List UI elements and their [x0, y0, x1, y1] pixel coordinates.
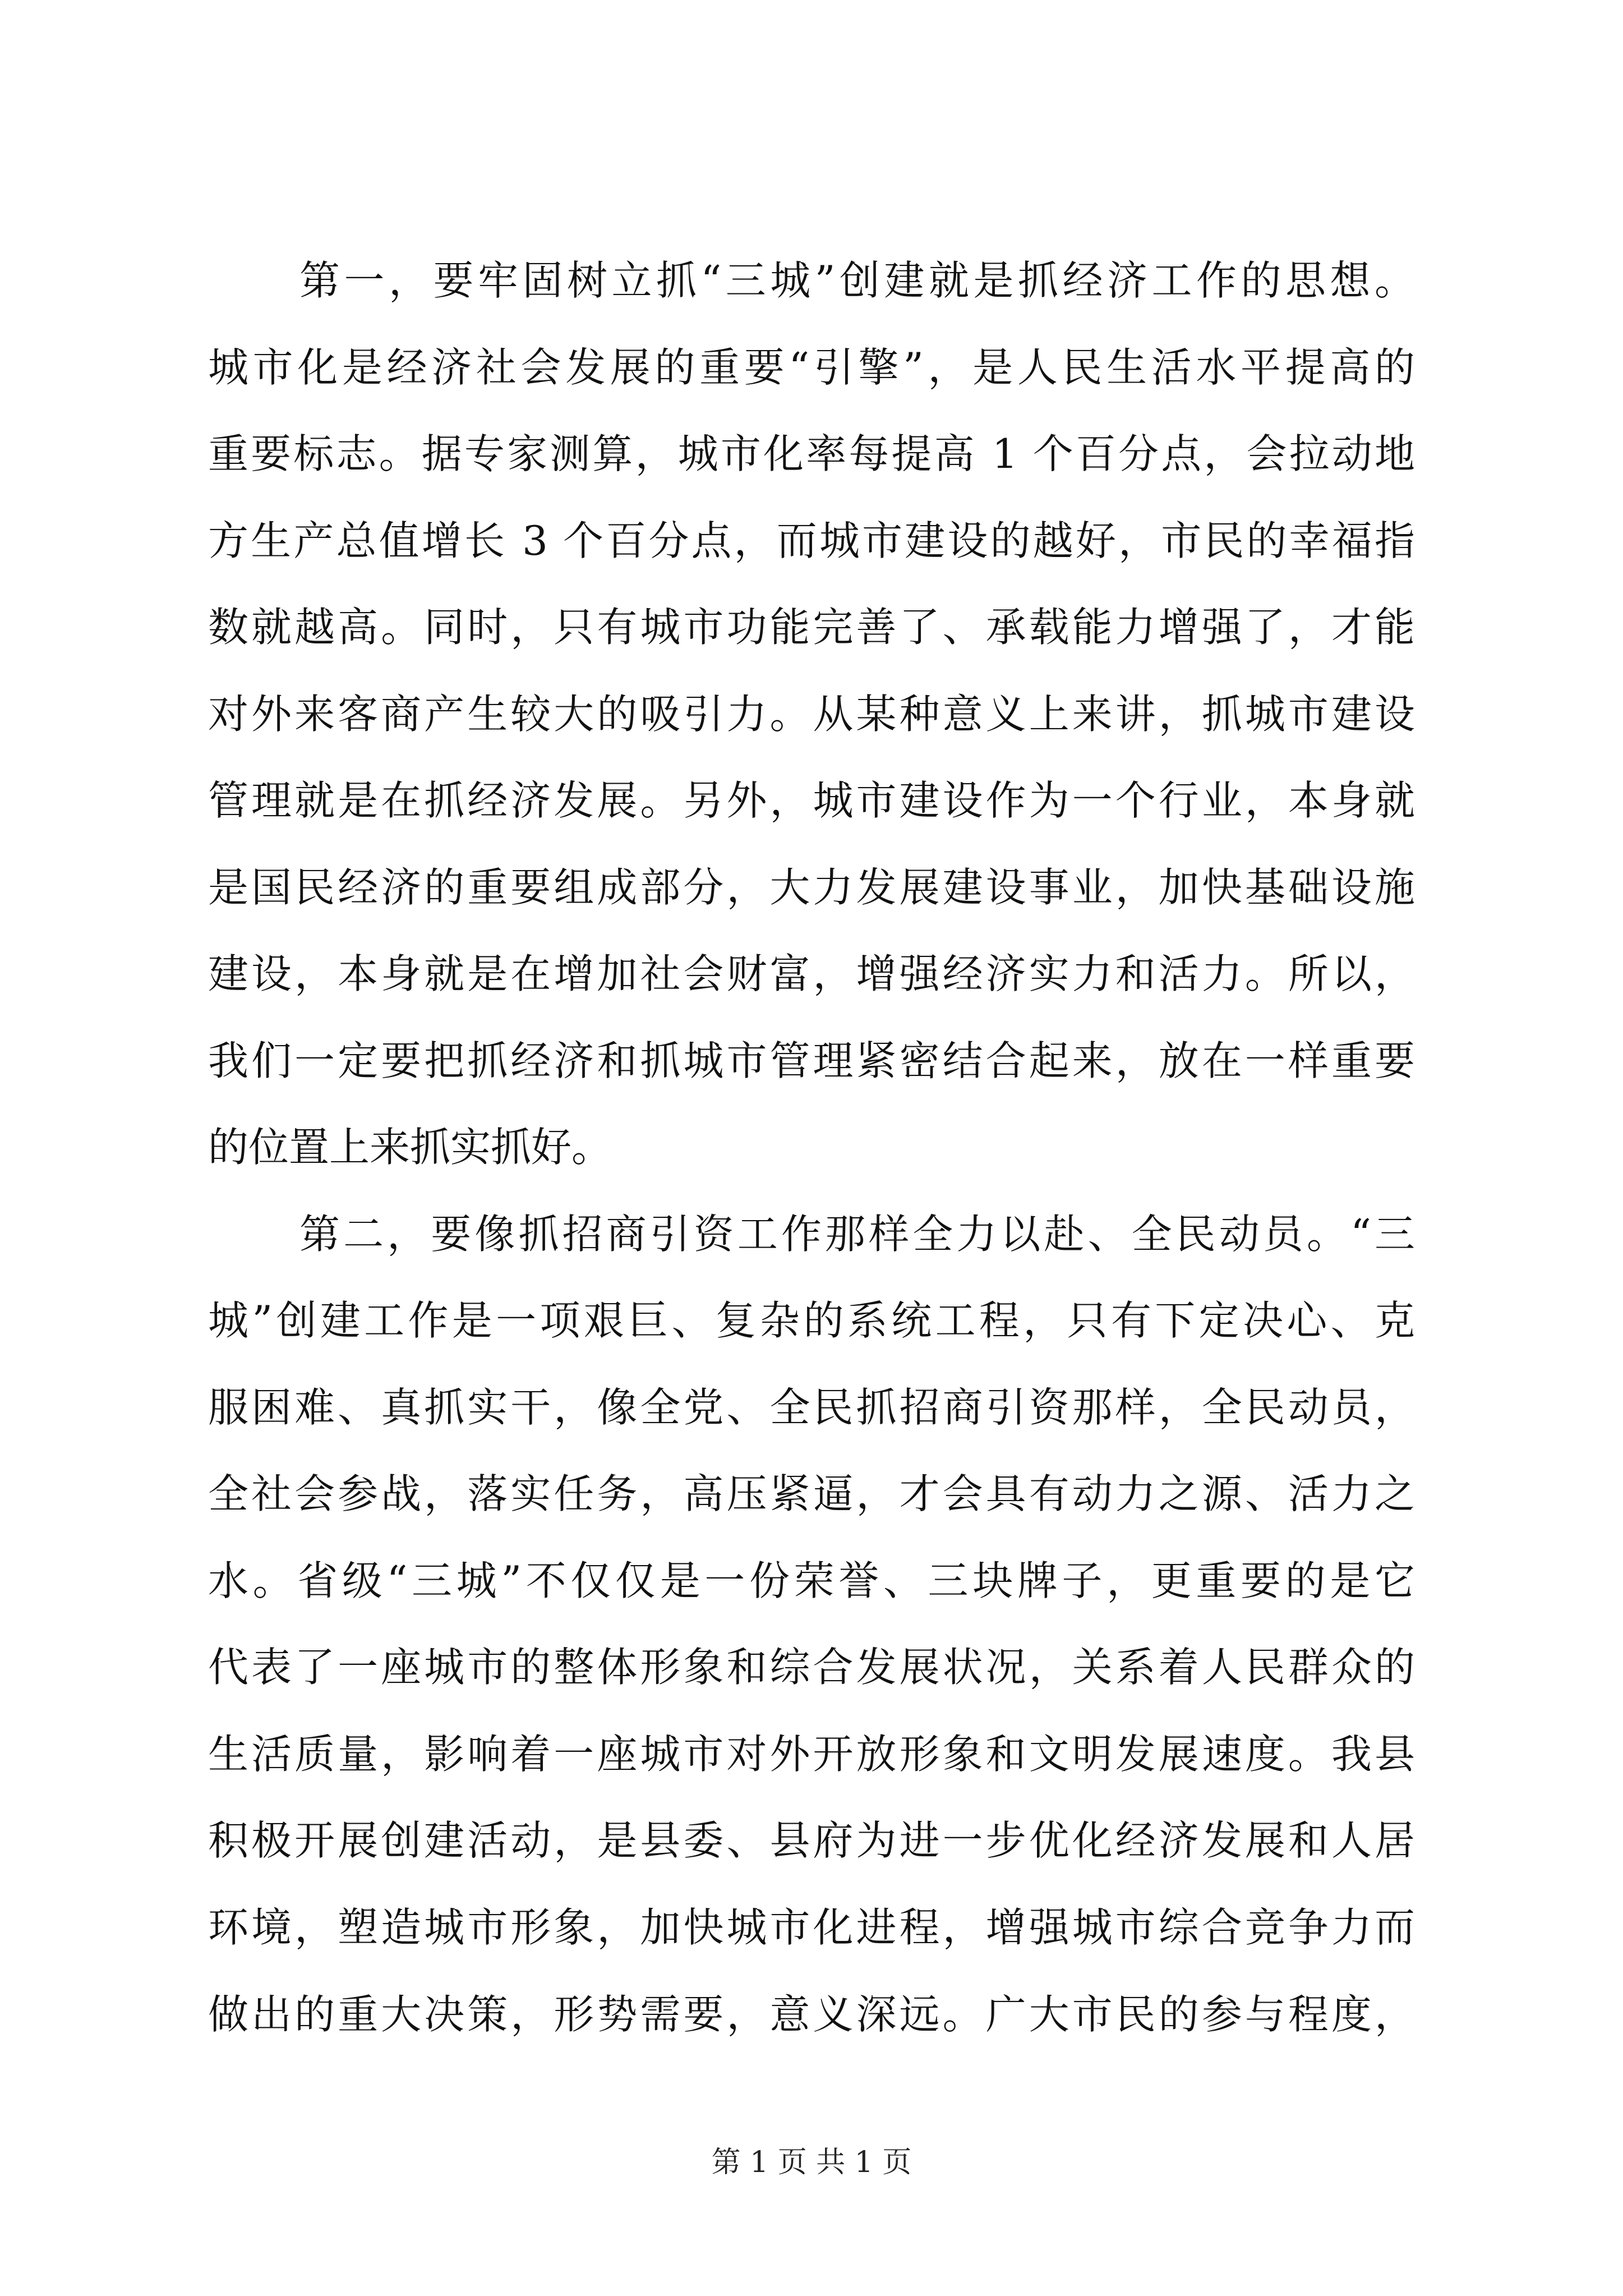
- paragraph-1-line-8: 是国民经济的重要组成部分，大力发展建设事业，加快基础设施: [208, 864, 1415, 911]
- paragraph-2-line-4: 全社会参战，落实任务，高压紧逼，才会具有动力之源、活力之: [208, 1470, 1415, 1517]
- paragraph-1-line-10: 我们一定要把抓经济和抓城市管理紧密结合起来，放在一样重要: [208, 1037, 1415, 1084]
- paragraph-2-line-3: 服困难、真抓实干，像全党、全民抓招商引资那样，全民动员，: [208, 1384, 1415, 1431]
- paragraph-1-line-1: 第一，要牢固树立抓“三城”创建就是抓经济工作的思想。: [299, 257, 1415, 304]
- paragraph-2-line-10: 做出的重大决策，形势需要，意义深远。广大市民的参与程度，: [208, 1991, 1415, 2038]
- page-footer: 第 1 页 共 1 页: [711, 2146, 912, 2179]
- paragraph-1-line-6: 对外来客商产生较大的吸引力。从某种意义上来讲，抓城市建设: [208, 691, 1415, 738]
- paragraph-1-line-5: 数就越高。同时，只有城市功能完善了、承载能力增强了，才能: [208, 604, 1415, 651]
- paragraph-1-line-11: 的位置上来抓实抓好。: [208, 1124, 612, 1171]
- paragraph-2-line-6: 代表了一座城市的整体形象和综合发展状况，关系着人民群众的: [208, 1644, 1415, 1691]
- paragraph-2-line-8: 积极开展创建活动，是县委、县府为进一步优化经济发展和人居: [208, 1817, 1415, 1864]
- paragraph-2-line-2: 城”创建工作是一项艰巨、复杂的系统工程，只有下定决心、克: [208, 1297, 1415, 1344]
- paragraph-1-line-3: 重要标志。据专家测算，城市化率每提高 1 个百分点，会拉动地: [208, 430, 1415, 477]
- paragraph-2-line-5: 水。省级“三城”不仅仅是一份荣誉、三块牌子，更重要的是它: [208, 1557, 1415, 1604]
- paragraph-2-line-7: 生活质量，影响着一座城市对外开放形象和文明发展速度。我县: [208, 1731, 1415, 1778]
- paragraph-2-line-1: 第二，要像抓招商引资工作那样全力以赴、全民动员。“三: [299, 1211, 1415, 1258]
- paragraph-1-line-2: 城市化是经济社会发展的重要“引擎”，是人民生活水平提高的: [208, 344, 1415, 391]
- paragraph-1-line-9: 建设，本身就是在增加社会财富，增强经济实力和活力。所以，: [208, 950, 1415, 997]
- paragraph-2-line-9: 环境，塑造城市形象，加快城市化进程，增强城市综合竞争力而: [208, 1904, 1415, 1951]
- paragraph-1-line-7: 管理就是在抓经济发展。另外，城市建设作为一个行业，本身就: [208, 777, 1415, 824]
- paragraph-1-line-4: 方生产总值增长 3 个百分点，而城市建设的越好，市民的幸福指: [208, 517, 1415, 564]
